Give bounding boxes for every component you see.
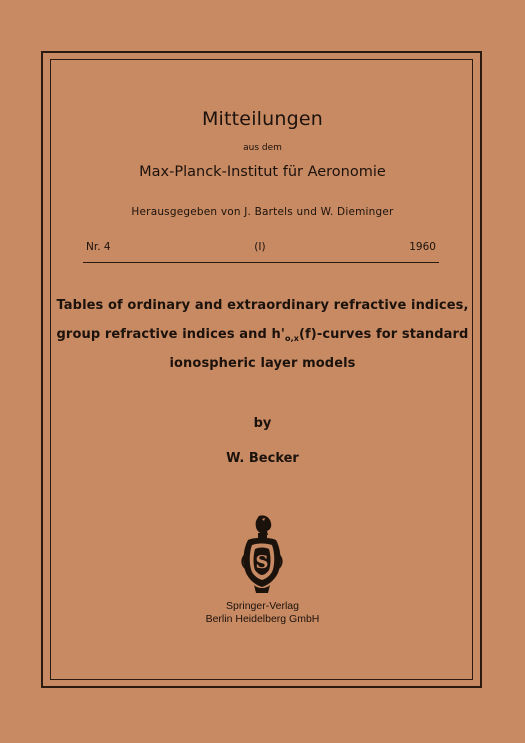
springer-knight-emblem-icon	[234, 513, 290, 595]
issue-row	[86, 241, 436, 253]
by-label: by	[253, 416, 272, 431]
title-line-1: Tables of ordinary and extraordinary refractive indices,	[56, 298, 469, 313]
title-subscript: o,x	[285, 334, 299, 343]
publisher-name: Springer-Verlag	[226, 600, 299, 612]
issue-year: 1960	[409, 241, 436, 253]
institute-name: Max-Planck-Institut für Aeronomie	[139, 164, 386, 180]
title-line-3: ionospheric layer models	[169, 356, 356, 371]
title-prime: '	[280, 327, 285, 342]
aus-dem-text: aus dem	[243, 143, 282, 153]
title-line-2	[0, 327, 525, 343]
publisher-location: Berlin Heidelberg GmbH	[205, 613, 320, 625]
author-name: W. Becker	[226, 451, 299, 466]
editors-line: Herausgegeben von J. Bartels und W. Dieminger	[131, 206, 394, 218]
issue-number: Nr. 4	[86, 241, 111, 253]
divider-rule	[83, 262, 439, 263]
series-title: Mitteilungen	[201, 108, 324, 130]
title-line-2-start: group refractive indices and h	[56, 327, 281, 342]
issue-part: (I)	[254, 241, 266, 253]
svg-text:S: S	[255, 552, 269, 573]
title-line-2-end: (f)-curves for standard	[299, 327, 469, 342]
